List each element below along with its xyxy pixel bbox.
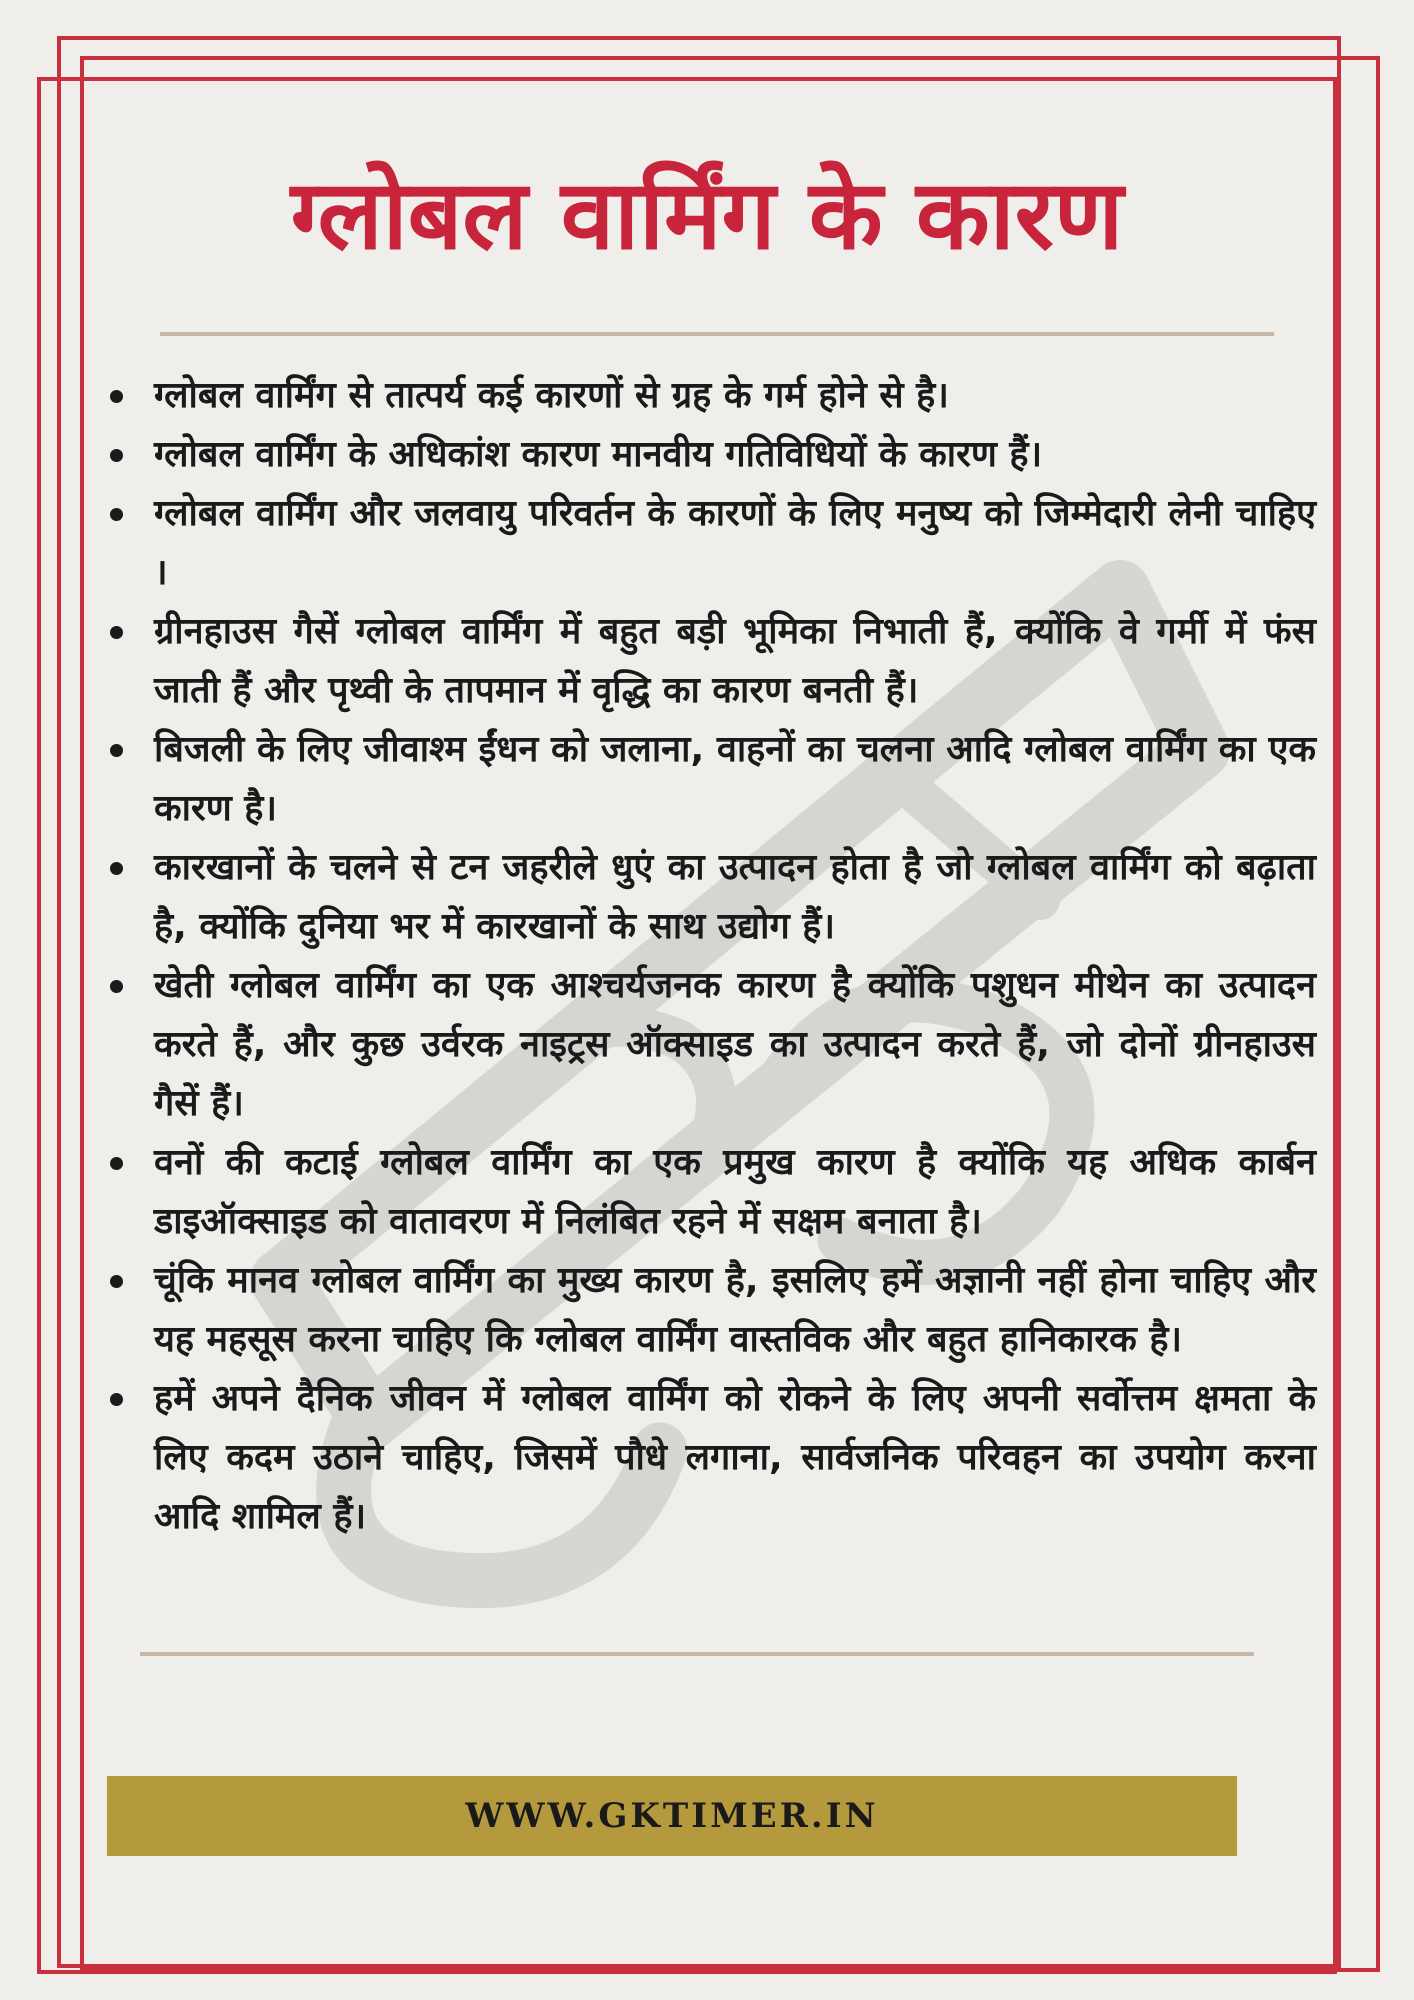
list-item-text: ग्लोबल वार्मिंग से तात्पर्य कई कारणों से ग्रह के गर्म होने से है। [154, 375, 949, 416]
bullet-icon [110, 449, 123, 462]
bullet-icon [110, 1393, 123, 1406]
list-item-text: कारखानों के चलने से टन जहरीले धुएं का उत्पादन होता है जो ग्लोबल वार्मिंग को बढ़ाता है, क्योंकि दुनिया भर में कारखानों के साथ उद्योग हैं। [154, 847, 1316, 947]
list-item [100, 602, 1316, 720]
list-item [100, 1133, 1316, 1251]
list-item-text: ग्रीनहाउस गैसें ग्लोबल वार्मिंग में बहुत बड़ी भूमिका निभाती हैं, क्योंकि वे गर्मी में फंस जाती हैं और पृथ्वी के तापमान में वृद्धि का कारण बनती हैं। [154, 611, 1316, 711]
bullet-icon [110, 862, 123, 875]
page-title: ग्लोबल वार्मिंग के कारण [290, 159, 1124, 271]
list-item-text: चूंकि मानव ग्लोबल वार्मिंग का मुख्य कारण है, इसलिए हमें अज्ञानी नहीं होना चाहिए और यह महसूस करना चाहिए कि ग्लोबल वार्मिंग वास्तविक और बहुत हानिकारक है। [154, 1260, 1316, 1360]
list-item-text: ग्लोबल वार्मिंग और जलवायु परिवर्तन के कारणों के लिए मनुष्य को जिम्मेदारी लेनी चाहिए । [154, 493, 1316, 593]
bullet-icon [110, 980, 123, 993]
list-item [100, 838, 1316, 956]
bullet-icon [110, 1157, 123, 1170]
list-item [100, 720, 1316, 838]
footer-banner [107, 1776, 1237, 1856]
list-item [100, 366, 1316, 425]
list-item [100, 1251, 1316, 1369]
divider-top [160, 332, 1274, 336]
list-item [100, 1369, 1316, 1546]
bullet-icon [110, 1275, 123, 1288]
list-item [100, 484, 1316, 602]
website-link[interactable]: WWW.GKTIMER.IN [465, 1796, 879, 1836]
list-item [100, 425, 1316, 484]
list-item-text: बिजली के लिए जीवाश्म ईंधन को जलाना, वाहनों का चलना आदि ग्लोबल वार्मिंग का एक कारण है। [154, 729, 1316, 829]
causes-list [100, 366, 1316, 1546]
list-item-text: ग्लोबल वार्मिंग के अधिकांश कारण मानवीय गतिविधियों के कारण हैं। [154, 434, 1043, 475]
list-item [100, 956, 1316, 1133]
bullet-icon [110, 626, 123, 639]
list-item-text: हमें अपने दैनिक जीवन में ग्लोबल वार्मिंग को रोकने के लिए अपनी सर्वोत्तम क्षमता के लिए कदम उठाने चाहिए, जिसमें पौधे लगाना, सार्वजनिक परिवहन का उपयोग करना आदि शामिल हैं। [154, 1378, 1316, 1537]
bullet-icon [110, 744, 123, 757]
list-item-text: वनों की कटाई ग्लोबल वार्मिंग का एक प्रमुख कारण है क्योंकि यह अधिक कार्बन डाइऑक्साइड को वातावरण में निलंबित रहने में सक्षम बनाता है। [154, 1142, 1316, 1242]
bullet-icon [110, 390, 123, 403]
bullet-icon [110, 508, 123, 521]
divider-bottom [140, 1652, 1254, 1656]
list-item-text: खेती ग्लोबल वार्मिंग का एक आश्चर्यजनक कारण है क्योंकि पशुधन मीथेन का उत्पादन करते हैं, और कुछ उर्वरक नाइट्रस ऑक्साइड का उत्पादन करते हैं, जो दोनों ग्रीनहाउस गैसें हैं। [154, 965, 1316, 1124]
